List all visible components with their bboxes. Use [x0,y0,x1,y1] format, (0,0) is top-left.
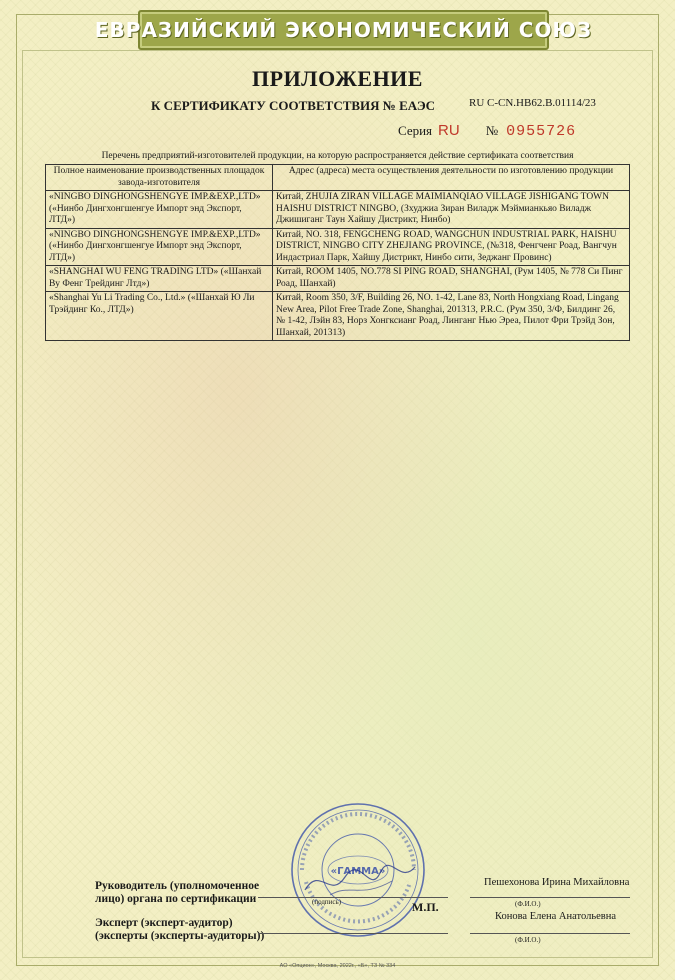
header-address: Адрес (адреса) места осуществления деятельности по изготовлению продукции [273,165,630,191]
table-row [46,292,630,341]
table-caption: Перечень предприятий-изготовителей продукции, на которую распространяется действие сертификата соответствия [101,151,574,161]
head-label-line: Руководитель (уполномоченное [95,880,260,892]
seal-place-label: М.П. [412,900,439,914]
series-line [398,122,576,140]
expert-signature-line [258,933,448,934]
head-signature-line [258,897,448,898]
table-header-row [46,165,630,191]
expert-label-line: (эксперты (эксперты-аудиторы)) [95,930,265,942]
expert-label-line: Эксперт (эксперт-аудитор) [95,917,233,929]
header-name: Полное наименование производственных площадок завода-изготовителя [46,165,273,191]
series-label: Серия [398,123,433,138]
printer-imprint: АО «Опцион», Москва, 2022г., «Б», ТЗ № 334 [279,963,396,969]
head-fio-caption: (Ф.И.О.) [515,900,541,908]
manufacturer-name: «Shanghai Yu Li Trading Co., Ltd.» («Шанхай Ю Ли Трэйдинг Ко., ЛТД») [46,292,273,341]
manufacturer-address: Китай, ZHUJIA ZIRAN VILLAGE MAIMIANQIAO VILLAGE JISHIGANG TOWN HAISHU DISTRICT NINGBO, (Зхуджиа Зиран Виладж Мэймианкьяо Виладж Джишиганг Таун Хайшу Дистрикт, Нинбо) [273,191,630,229]
expert-name: Конова Елена Анатольевна [495,911,617,922]
union-banner [94,10,593,50]
page-subtitle: К СЕРТИФИКАТУ СООТВЕТСТВИЯ № ЕАЭС [151,98,436,113]
union-banner-text: ЕВРАЗИЙСКИЙ ЭКОНОМИЧЕСКИЙ СОЮЗ [94,18,593,42]
head-name: Пешехонова Ирина Михайловна [484,877,630,888]
blank-number-label: № [485,123,499,138]
head-label [95,880,259,906]
series-value: RU [438,122,460,139]
manufacturer-name: «NINGBO DINGHONGSHENGYE IMP.&EXP.,LTD» («Нинбо Дингхонгшенгуе Импорт энд Экспорт, ЛТД») [46,228,273,266]
page-title: ПРИЛОЖЕНИЕ [252,66,423,91]
head-name-line [470,897,630,898]
expert-fio-caption: (Ф.И.О.) [515,936,541,944]
stamp-center-text: «ГАММА» [330,866,386,877]
certificate-number: RU C-CN.НВ62.В.01114/23 [469,97,596,109]
expert-name-line [470,933,630,934]
manufacturer-name: «NINGBO DINGHONGSHENGYE IMP.&EXP.,LTD» («Нинбо Дингхонгшенгуе Импорт энд Экспорт, ЛТД») [46,191,273,229]
manufacturer-name: «SHANGHAI WU FENG TRADING LTD» («Шанхай Ву Фенг Трейдинг Лтд») [46,266,273,292]
manufacturer-address: Китай, NO. 318, FENGCHENG ROAD, WANGCHUN INDUSTRIAL PARK, HAISHU DISTRICT, NINGBO CITY ZHEJIANG PROVINCE, (№318, Фенгченг Роад, Вангчун Индастриал Парк, Хайшу Дистрикт, Нинбо сити, Зеджанг Провинс) [273,228,630,266]
table-row [46,228,630,266]
manufacturer-address: Китай, ROOM 1405, NO.778 SI PING ROAD, SHANGHAI, (Рум 1405, № 778 Си Пинг Роад, Шанхай) [273,266,630,292]
expert-label [95,917,264,943]
table-row [46,191,630,229]
manufacturer-address: Китай, Room 350, 3/F, Building 26, NO. 1-42, Lane 83, North Hongxiang Road, Lingang New Area, Pilot Free Trade Zone, Shanghai, 201313, P.R.C. (Рум 350, 3/Ф, Билдинг 26, № 1-42, Лэйн 83, Норз Хонгксианг Роад, Линганг Нью Эреа, Пилот Фри Трэйд Зон, Шанхай, 201313) [273,292,630,341]
signature-caption: (подпись) [312,898,342,906]
table-row [46,266,630,292]
blank-number: 0955726 [506,123,577,140]
head-label-line: лицо) органа по сертификации [95,893,257,905]
manufacturers-table [45,164,630,341]
